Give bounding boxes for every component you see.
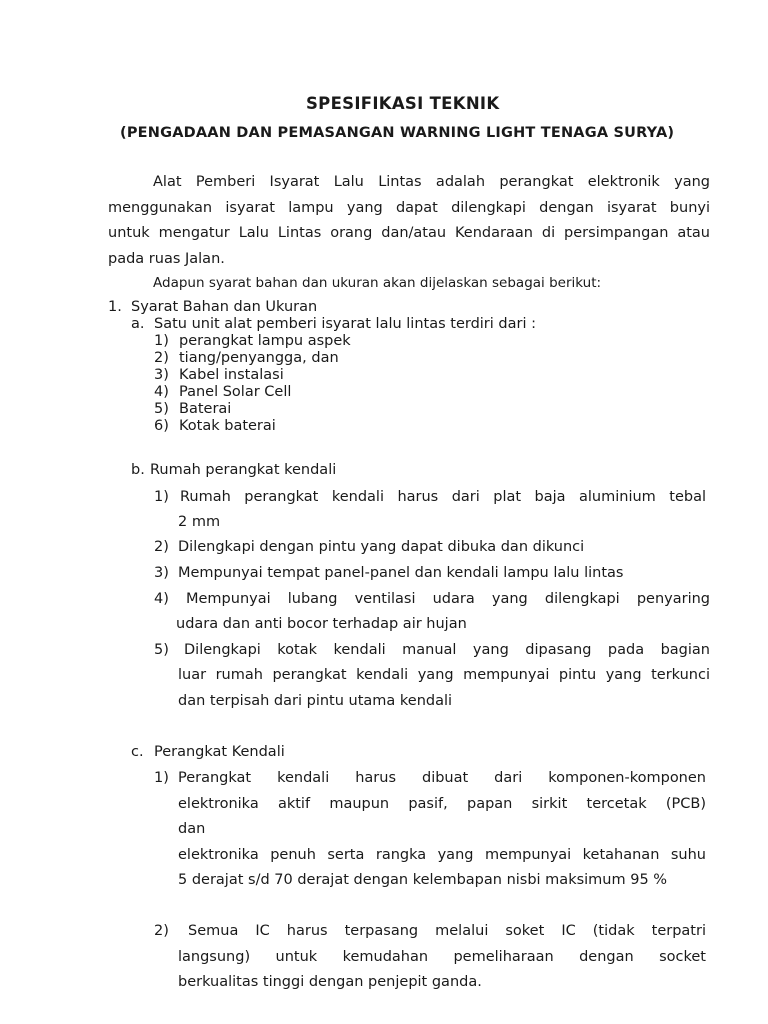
- sub-a-text: Satu unit alat pemberi isyarat lalu lintas terdiri dari :: [154, 316, 536, 332]
- list-item-line: langsung) untuk kemudahan pemeliharaan dengan socket: [178, 949, 706, 965]
- list-item-number: 3): [154, 565, 169, 581]
- document-subtitle: (PENGADAAN DAN PEMASANGAN WARNING LIGHT TENAGA SURYA): [120, 125, 675, 141]
- list-item-number: 1): [154, 489, 169, 505]
- list-item-line: Mempunyai lubang ventilasi udara yang dilengkapi penyaring: [186, 591, 710, 607]
- list-item-line: udara dan anti bocor terhadap air hujan: [176, 616, 467, 632]
- list-item-number: 1): [154, 333, 169, 349]
- list-item: Kotak baterai: [179, 418, 276, 434]
- list-item-number: 1): [154, 770, 169, 786]
- intro-line-1: Alat Pemberi Isyarat Lalu Lintas adalah perangkat elektronik yang: [153, 174, 710, 190]
- sub-c-label: c.: [131, 744, 144, 760]
- sub-b-text: Rumah perangkat kendali: [150, 462, 337, 478]
- list-item-line: dan terpisah dari pintu utama kendali: [178, 693, 453, 709]
- list-item-number: 5): [154, 642, 169, 658]
- list-item-line: dan: [178, 821, 206, 837]
- intro-line-3: untuk mengatur Lalu Lintas orang dan/atau Kendaraan di persimpangan atau: [108, 225, 710, 241]
- list-item-number: 4): [154, 591, 169, 607]
- list-item-line: elektronika penuh serta rangka yang mempunyai ketahanan suhu: [178, 847, 706, 863]
- intro-line-4: pada ruas Jalan.: [108, 251, 225, 267]
- list-item-number: 3): [154, 367, 169, 383]
- list-item-number: 6): [154, 418, 169, 434]
- intro-line-2: menggunakan isyarat lampu yang dapat dilengkapi dengan isyarat bunyi: [108, 200, 710, 216]
- sub-b-label: b.: [131, 462, 145, 478]
- list-item-line: Semua IC harus terpasang melalui soket IC (tidak terpatri: [188, 923, 706, 939]
- list-item-line: Perangkat kendali harus dibuat dari komponen-komponen: [178, 770, 706, 786]
- list-item-number: 2): [154, 350, 169, 366]
- list-item-line: Dilengkapi kotak kendali manual yang dipasang pada bagian: [184, 642, 710, 658]
- list-item: Baterai: [179, 401, 232, 417]
- list-item-line: berkualitas tinggi dengan penjepit ganda.: [178, 974, 482, 990]
- list-item-number: 2): [154, 923, 169, 939]
- list-item-number: 4): [154, 384, 169, 400]
- list-item-number: 5): [154, 401, 169, 417]
- sub-c-text: Perangkat Kendali: [154, 744, 285, 760]
- list-item-line: 2 mm: [178, 514, 221, 530]
- document-title: SPESIFIKASI TEKNIK: [306, 94, 500, 113]
- list-item: perangkat lampu aspek: [179, 333, 351, 349]
- list-item-line: 5 derajat s/d 70 derajat dengan kelembapan nisbi maksimum 95 %: [178, 872, 668, 888]
- list-item-line: Dilengkapi dengan pintu yang dapat dibuka dan dikunci: [178, 539, 585, 555]
- list-item: tiang/penyangga, dan: [179, 350, 339, 366]
- list-item-number: 2): [154, 539, 169, 555]
- sub-a-label: a.: [131, 316, 145, 332]
- list-item: Kabel instalasi: [179, 367, 284, 383]
- list-item-line: Mempunyai tempat panel-panel dan kendali lampu lalu lintas: [178, 565, 624, 581]
- lead-sentence: Adapun syarat bahan dan ukuran akan dijelaskan sebagai berikut:: [153, 275, 602, 291]
- list-item: Panel Solar Cell: [179, 384, 292, 400]
- list-item-line: luar rumah perangkat kendali yang mempunyai pintu yang terkunci: [178, 667, 710, 683]
- section-1-title: Syarat Bahan dan Ukuran: [131, 299, 318, 315]
- section-1-number: 1.: [108, 299, 122, 315]
- list-item-line: Rumah perangkat kendali harus dari plat baja aluminium tebal: [180, 489, 706, 505]
- list-item-line: elektronika aktif maupun pasif, papan sirkit tercetak (PCB): [178, 796, 706, 812]
